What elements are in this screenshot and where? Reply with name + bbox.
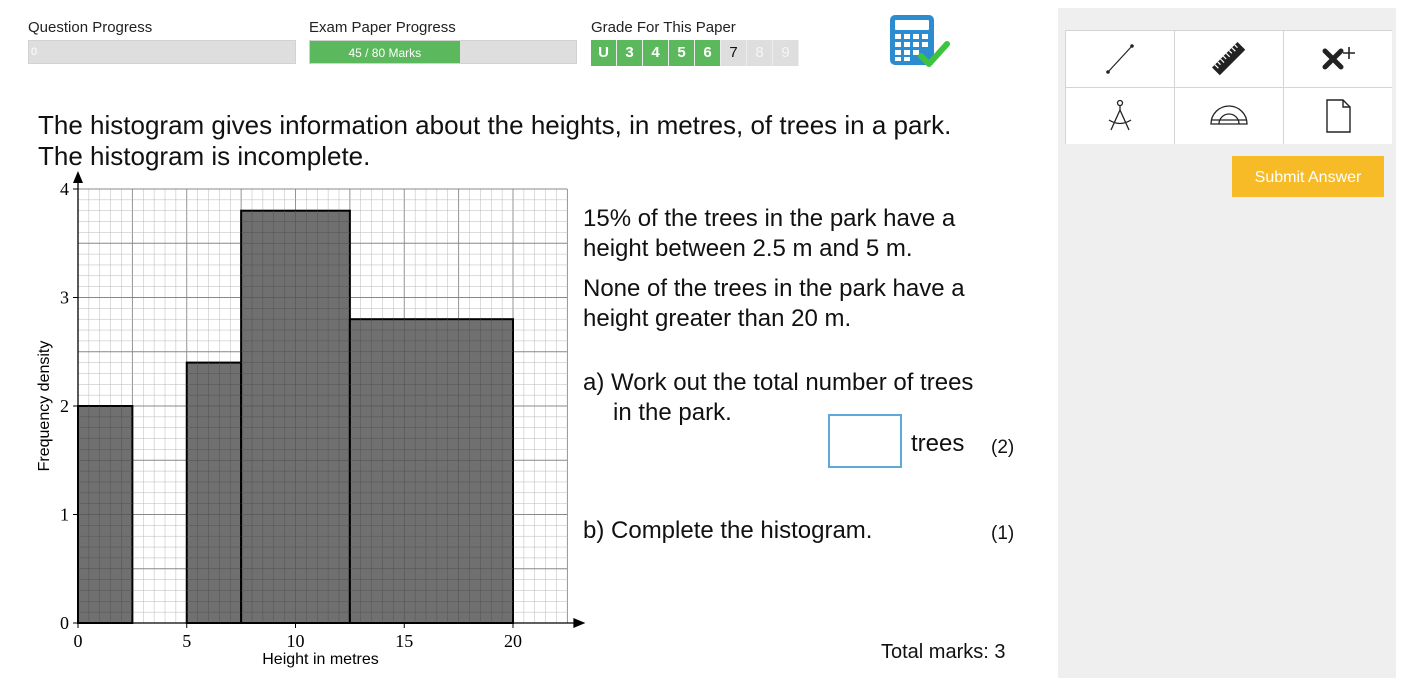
x-tick-label: 5 [182, 631, 192, 651]
question-progress-bar [28, 40, 296, 64]
line-tool-icon[interactable] [1066, 31, 1174, 87]
answer-units: trees [911, 430, 965, 457]
part-b-marks: (1) [991, 523, 1015, 544]
y-tick-label: 2 [60, 396, 69, 416]
y-axis-label: Frequency density [36, 340, 53, 472]
grade-label: Grade For This Paper [591, 19, 736, 36]
protractor-icon[interactable] [1175, 88, 1283, 144]
intro-line-1: The histogram gives information about the heights, in metres, of trees in a park. [38, 110, 952, 140]
grade-cell-U: U [591, 40, 617, 66]
ruler-icon[interactable] [1175, 31, 1283, 87]
info-1 [583, 204, 955, 264]
cross-plus-icon[interactable] [1284, 31, 1392, 87]
grade-cell-4: 4 [643, 40, 669, 66]
part-a [583, 368, 973, 428]
histogram-chart[interactable] [30, 165, 590, 675]
compass-icon[interactable] [1066, 88, 1174, 144]
info-1-line-2: height between 2.5 m and 5 m. [583, 235, 913, 262]
x-tick-label: 10 [286, 631, 305, 651]
x-axis-label: Height in metres [262, 651, 379, 668]
part-a-line-1: a) Work out the total number of trees [583, 369, 974, 396]
exam-progress-bar [309, 40, 577, 64]
blank-page-icon[interactable] [1284, 88, 1392, 144]
x-tick-label: 0 [73, 631, 83, 651]
exam-progress-label: Exam Paper Progress [309, 19, 456, 36]
calculator-allowed-icon [889, 14, 951, 79]
x-axis-arrow [573, 618, 585, 628]
y-tick-label: 0 [60, 613, 69, 633]
grade-cell-5: 5 [669, 40, 695, 66]
question-progress-value: 0 [31, 46, 38, 58]
grade-cell-8: 8 [747, 40, 773, 66]
part-b: b) Complete the histogram. [583, 517, 873, 544]
grade-scale [591, 40, 799, 66]
submit-answer-button[interactable]: Submit Answer [1232, 156, 1384, 197]
question-intro [38, 110, 951, 172]
grade-cell-9: 9 [773, 40, 799, 66]
info-1-line-1: 15% of the trees in the park have a [583, 205, 956, 232]
total-marks: Total marks: 3 [881, 641, 1006, 663]
x-tick-label: 20 [504, 631, 522, 651]
grade-cell-7: 7 [721, 40, 747, 66]
grade-cell-6: 6 [695, 40, 721, 66]
question-progress-label: Question Progress [28, 19, 153, 36]
drawing-tools [1065, 30, 1392, 144]
x-tick-label: 15 [395, 631, 414, 651]
intro-line-2: The histogram is incomplete. [38, 141, 371, 171]
answer-input[interactable] [828, 414, 902, 468]
y-axis-arrow [73, 171, 83, 183]
grade-cell-3: 3 [617, 40, 643, 66]
exam-progress-value: 45 / 80 Marks [348, 46, 422, 60]
part-a-line-2: in the park. [613, 399, 732, 426]
exam-progress-fill [310, 41, 460, 63]
y-tick-label: 1 [60, 504, 69, 525]
part-a-marks: (2) [991, 437, 1015, 458]
y-tick-label: 4 [60, 179, 69, 199]
info-2 [583, 274, 965, 334]
y-tick-label: 3 [60, 287, 69, 308]
info-2-line-2: height greater than 20 m. [583, 305, 852, 332]
info-2-line-1: None of the trees in the park have a [583, 275, 965, 302]
